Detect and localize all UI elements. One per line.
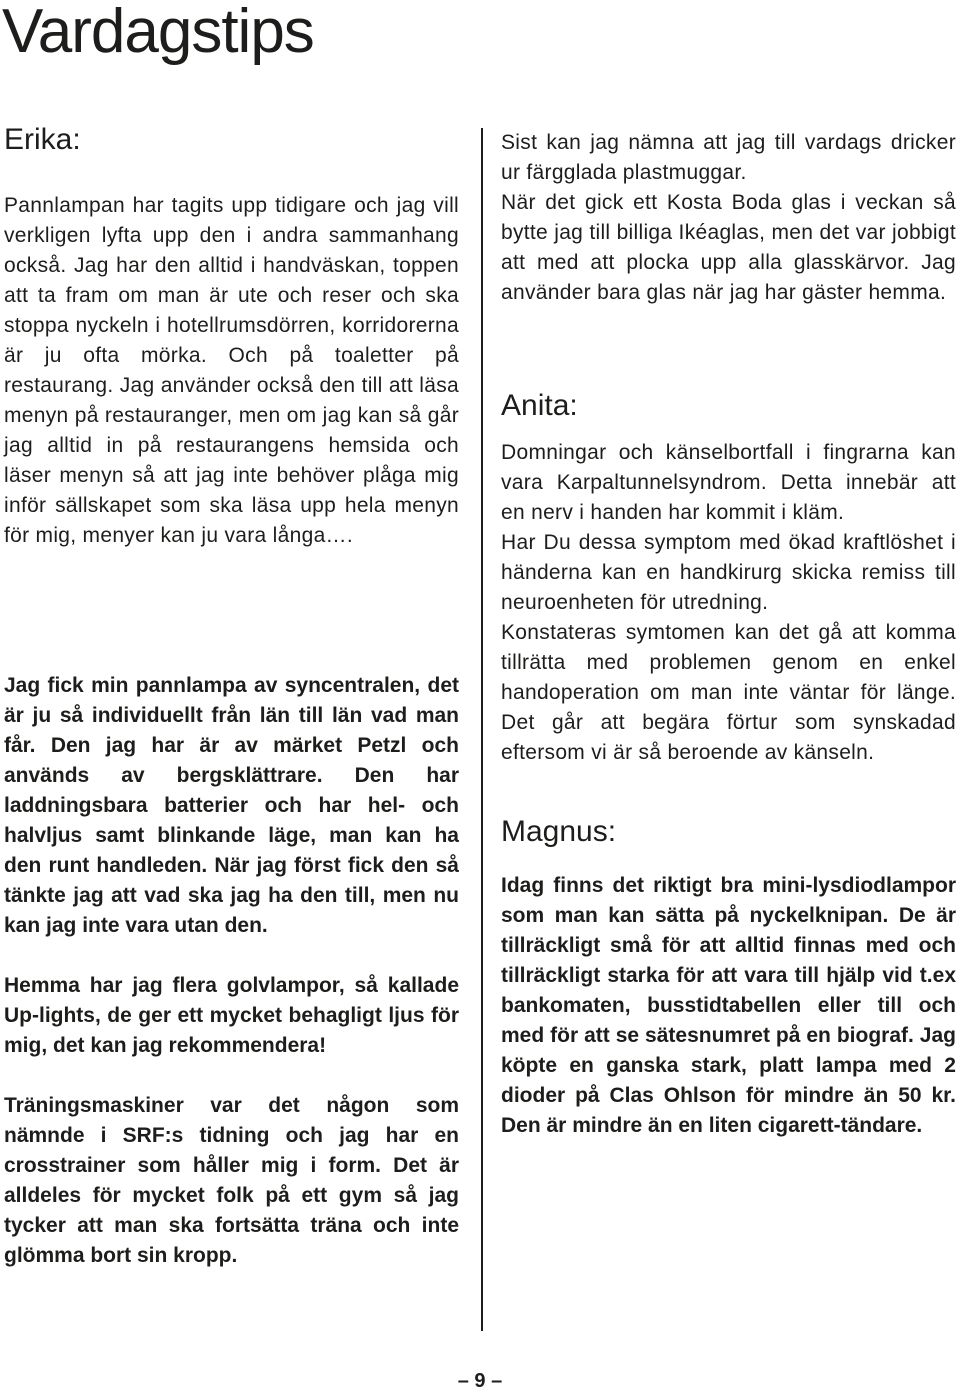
section-heading-anita: Anita: bbox=[501, 389, 578, 422]
right-column bbox=[501, 128, 956, 1141]
erika-paragraph-2: Jag fick min pannlampa av syncentralen, det är ju så individuellt från län till län vad man får. Den jag har är av märket Petzl och används av bergsklättrare. Den har laddningsbara batterier och har hel- och halvljus samt blinkande läge, man kan ha den runt handleden. När jag först fick den så tänkte jag att vad ska jag ha den till, men nu kan jag inte vara utan den. bbox=[4, 674, 459, 937]
erika-paragraph-1: Pannlampan har tagits upp tidigare och jag vill verkligen lyfta upp den i andra sammanhang också. Jag har den alltid i handväskan, toppen att ta fram om man är ute och reser och ska stoppa nyckeln i hotellrumsdörren, korridorerna är ju ofta mörka. Och på toaletter på restaurang. Jag använder också den till att läsa menyn på restauranger, men om jag kan så går jag alltid in på restaurangens hemsida och läser menyn så att jag inte behöver plåga mig inför sällskapet som ska läsa upp hela menyn för mig, menyer kan ju vara långa…. bbox=[4, 194, 459, 547]
page-title: Vardagstips bbox=[2, 0, 314, 66]
page-number: – 9 – bbox=[457, 1370, 503, 1392]
erika-continued-paragraph-1: Sist kan jag nämna att jag till vardags dricker ur färgglada plastmuggar. bbox=[501, 131, 956, 184]
anita-paragraph-3: Konstateras symtomen kan det gå att komma tillrätta med problemen genom en enkel handoperation om man inte väntar för länge. Det går att begära förtur som synskadad eftersom vi är så beroende av känseln. bbox=[501, 621, 956, 764]
section-heading-erika: Erika: bbox=[4, 123, 81, 156]
erika-paragraph-4: Träningsmaskiner var det någon som nämnde i SRF:s tidning och jag har en crosstrainer som håller mig i form. Det är alldeles för mycket folk på ett gym så jag tycker att man ska fortsätta träna och inte glömma bort sin kropp. bbox=[4, 1094, 459, 1267]
magnus-paragraph-1: Idag finns det riktigt bra mini-lysdiodlampor som man kan sätta på nyckelknipan. De är tillräckligt små för att alltid finnas med och tillräckligt starka för att vara till hjälp vid t.ex bankomaten, busstidtabellen eller till och med för att se sätesnumret på en biograf. Jag köpte en ganska stark, platt lampa med 2 dioder på Clas Ohlson för mindre än 50 kr. Den är mindre än en liten cigarett-tändare. bbox=[501, 874, 956, 1137]
erika-paragraph-3: Hemma har jag flera golvlampor, så kallade Up-lights, de ger ett mycket behagligt ljus för mig, det kan jag rekommendera! bbox=[4, 974, 459, 1057]
section-heading-magnus: Magnus: bbox=[501, 815, 617, 848]
anita-paragraph-1: Domningar och känselbortfall i fingrarna kan vara Karpaltunnelsyndrom. Detta innebär att en nerv i handen har kommit i kläm. bbox=[501, 441, 956, 524]
erika-continued-paragraph-2: När det gick ett Kosta Boda glas i veckan så bytte jag till billiga Ikéaglas, men det var jobbigt att med att plocka upp alla glasskärvor. Jag använder bara glas när jag har gäster hemma. bbox=[501, 191, 956, 304]
column-divider bbox=[481, 128, 483, 1331]
anita-paragraph-2: Har Du dessa symptom med ökad kraftlöshet i händerna kan en handkirurg skicka remiss till neuroenheten för utredning. bbox=[501, 531, 956, 614]
left-column bbox=[4, 120, 459, 1271]
